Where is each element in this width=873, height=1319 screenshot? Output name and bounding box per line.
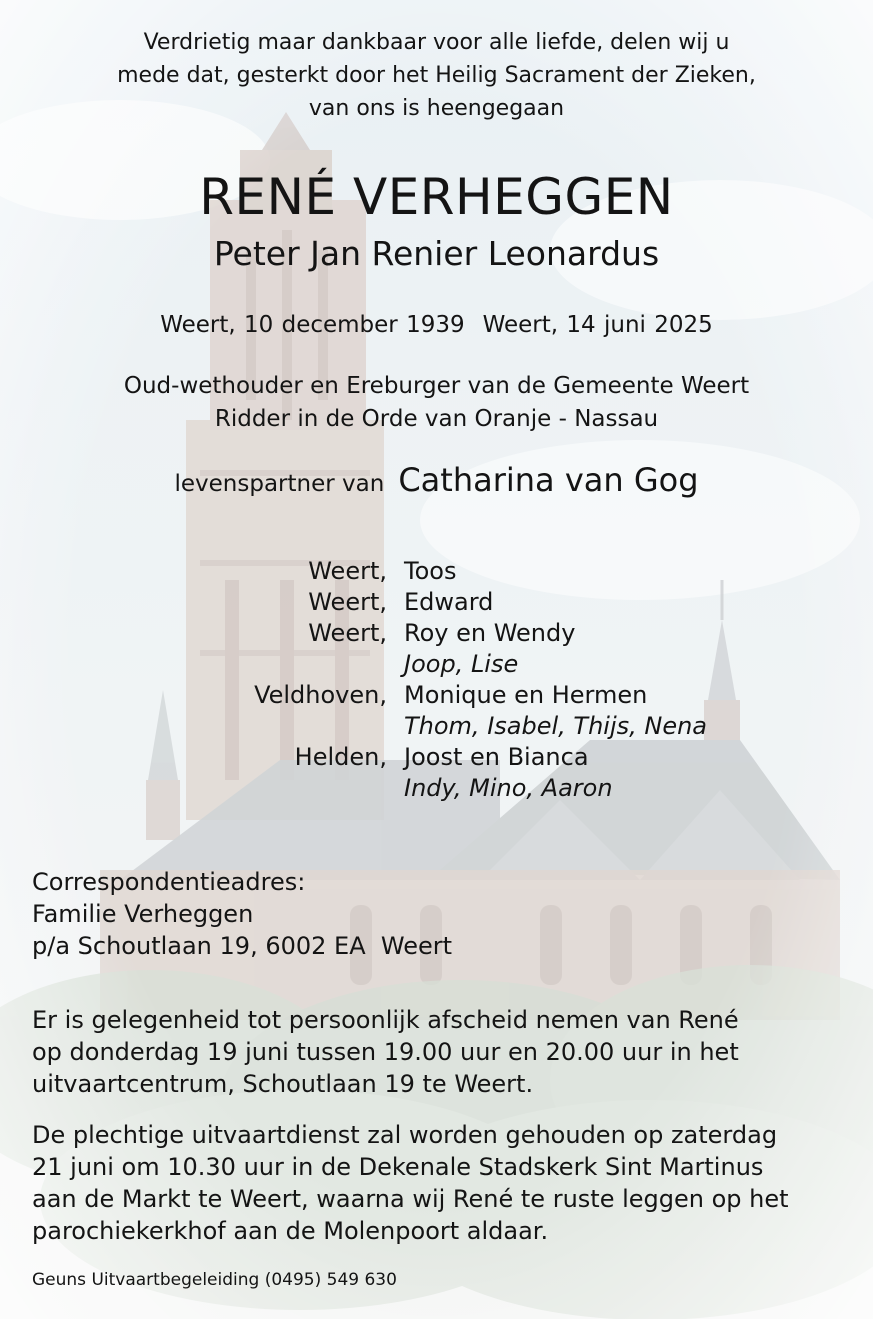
family-names: Edward [404,588,494,616]
funeral-director-footer: Geuns Uitvaartbegeleiding (0495) 549 630 [32,1270,397,1290]
grandchildren-names: Joop, Lise [404,650,519,678]
family-names: Toos [404,557,457,585]
family-place: Helden, [294,743,387,771]
deceased-given-names: Peter Jan Renier Leonardus [213,234,660,273]
family-place: Weert, [308,557,387,585]
family-list [0,556,873,804]
family-place: Veldhoven, [254,681,387,709]
intro-line: mede dat, gesterkt door het Heilig Sacrament der Zieken, [117,63,756,88]
paragraph-line: op donderdag 19 juni tussen 19.00 uur en 20.00 uur in het [32,1038,739,1066]
family-row [0,587,873,618]
title-line: Ridder in de Orde van Oranje - Nassau [214,406,659,432]
correspondence-line: p/a Schoutlaan 19, 6002 EA Weert [32,932,452,960]
intro-line: Verdrietig maar dankbaar voor alle liefde, delen wij u [143,30,730,55]
family-place: Weert, [308,588,387,616]
grandchildren-names: Indy, Mino, Aaron [404,774,613,802]
family-names: Monique en Hermen [404,681,648,709]
family-row [0,649,873,680]
family-row [0,711,873,742]
death-date: Weert, 14 juni 2025 [482,312,713,338]
paragraph-line: Er is gelegenheid tot persoonlijk afscheid nemen van René [32,1006,739,1034]
paragraph-line: De plechtige uitvaartdienst zal worden gehouden op zaterdag [32,1121,778,1149]
funeral-service-paragraph [32,1119,852,1247]
correspondence-address [32,866,852,962]
correspondence-line: Familie Verheggen [32,900,254,928]
partner-label: levenspartner van [174,471,385,497]
paragraph-line: 21 juni om 10.30 uur in de Dekenale Stadskerk Sint Martinus [32,1153,764,1181]
family-row [0,680,873,711]
intro-text [0,26,873,125]
partner-line [0,458,873,506]
family-names: Joost en Bianca [404,743,589,771]
title-line: Oud-wethouder en Ereburger van de Gemeente Weert [123,373,750,399]
deceased-name: RENÉ VERHEGGEN [199,168,674,226]
family-row [0,556,873,587]
family-place: Weert, [308,619,387,647]
grandchildren-names: Thom, Isabel, Thijs, Nena [404,712,708,740]
intro-line: van ons is heengegaan [308,96,565,121]
paragraph-line: aan de Markt te Weert, waarna wij René te ruste leggen op het [32,1185,789,1213]
family-row [0,773,873,804]
family-row [0,742,873,773]
life-dates [0,308,873,342]
family-names: Roy en Wendy [404,619,576,647]
partner-name: Catharina van Gog [398,461,699,499]
family-row [0,618,873,649]
paragraph-line: parochiekerkhof aan de Molenpoort aldaar. [32,1217,549,1245]
farewell-paragraph [32,1004,852,1100]
honorary-titles [0,370,873,436]
paragraph-line: uitvaartcentrum, Schoutlaan 19 te Weert. [32,1070,534,1098]
correspondence-heading: Correspondentieadres: [32,868,306,896]
birth-date: Weert, 10 december 1939 [160,312,465,338]
